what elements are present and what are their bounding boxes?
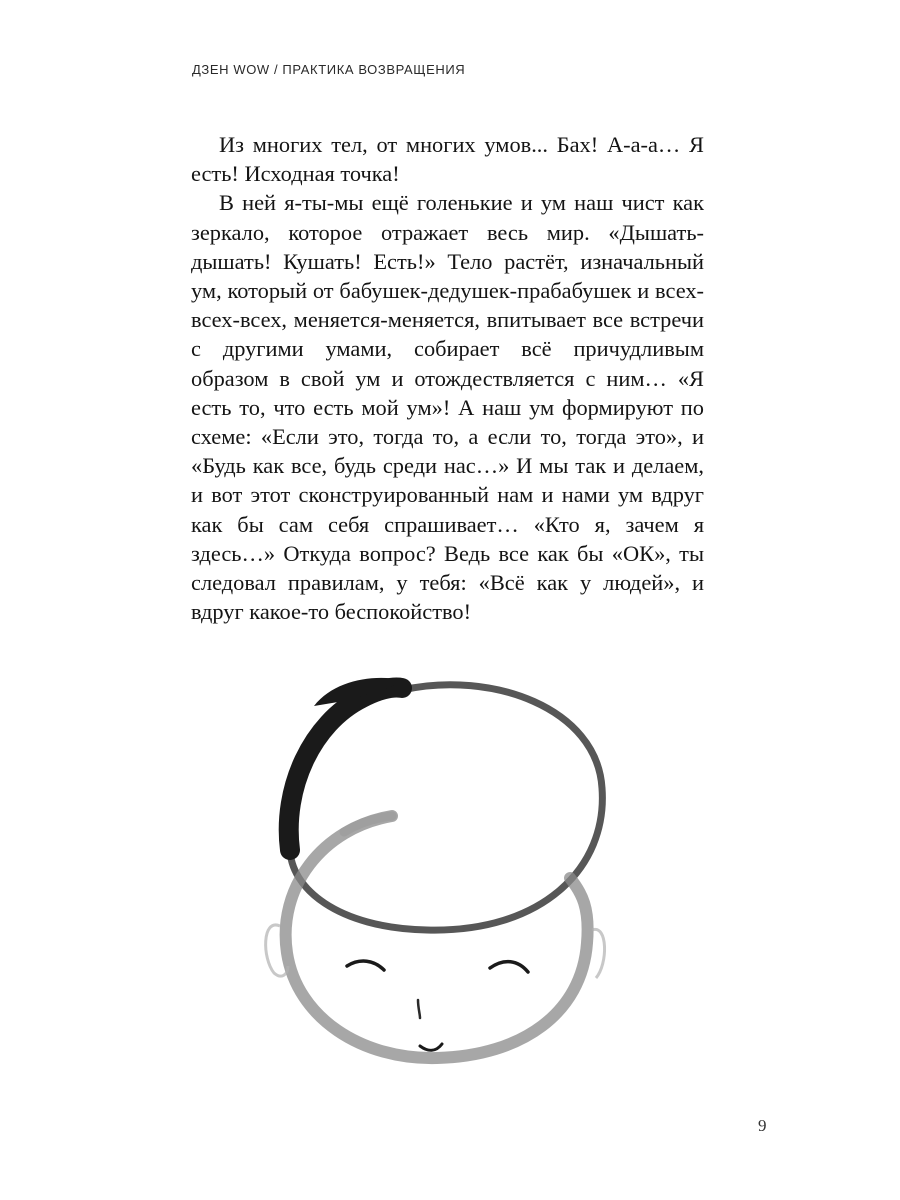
right-eye	[490, 962, 528, 972]
paragraph-1: Из многих тел, от многих умов... Бах! А-а-а… Я есть! Исходная точка!	[191, 132, 704, 187]
enso-face-illustration	[252, 668, 622, 1088]
face-outline	[286, 816, 588, 1058]
running-head: ДЗЕН WOW / ПРАКТИКА ВОЗВРАЩЕНИЯ	[192, 62, 466, 77]
mouth	[420, 1044, 442, 1050]
face-outline-upper	[344, 816, 392, 832]
page-number: 9	[758, 1116, 767, 1135]
body-text	[191, 130, 704, 626]
nose	[418, 1000, 420, 1018]
left-eye	[347, 961, 384, 970]
enso-circle-bold	[289, 687, 402, 850]
right-ear	[592, 929, 605, 978]
paragraph-2: В ней я-ты-мы ещё голенькие и ум наш чист как зеркало, которое отражает весь мир. «Дышать-дышать! Кушать! Есть!» Тело растёт, изначальный ум, который от бабушек-дедушек-прабабушек и всех-всех-всех, меняется-меняется, впитывает все встречи с другими умами, собирает всё причудливым образом в свой ум и отождествляется с ним… «Я есть то, что есть мой ум»! А наш ум формируют по схеме: «Если это, тогда то, а если то, тогда это», и «Будь как все, будь среди нас…» И мы так и делаем, и вот этот сконструированный нам и нами ум вдруг как бы сам себя спрашивает… «Кто я, зачем я здесь…» Откуда вопрос? Ведь все как бы «ОК», ты следовал правилам, у тебя: «Всё как у людей», и вдруг какое-то беспокойство!	[191, 190, 704, 625]
